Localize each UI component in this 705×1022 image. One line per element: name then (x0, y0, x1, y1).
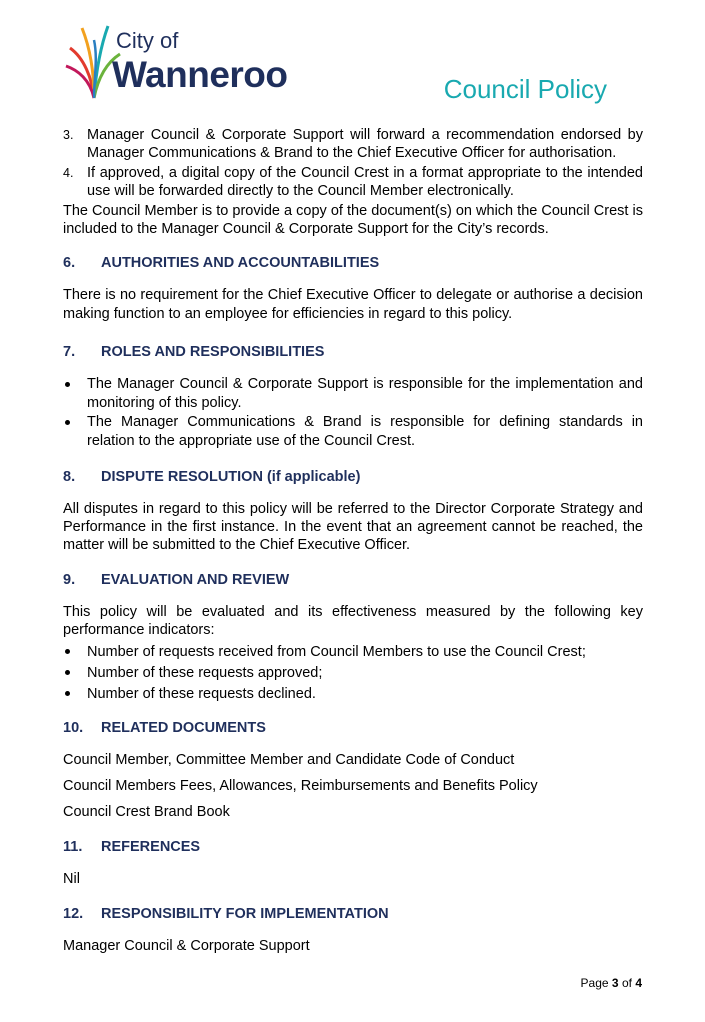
section-11-text: Nil (63, 871, 80, 887)
logo-text-wanneroo: Wanneroo (112, 54, 288, 95)
item-number: 4. (63, 166, 74, 180)
bullet-text: The Manager Communications & Brand is responsible for defining standards in relation to the appropriate use of the Council Crest. (87, 414, 643, 449)
numbered-item (63, 164, 643, 200)
heading-number: 9. (63, 572, 76, 588)
heading-number: 8. (63, 469, 76, 485)
heading-number: 12. (63, 906, 84, 922)
section-6-text: There is no requirement for the Chief Executive Officer to delegate or authorise a decision making function to an employee for efficiencies in regard to this policy. (63, 287, 643, 322)
heading-title: RESPONSIBILITY FOR IMPLEMENTATION (101, 906, 389, 922)
bullet-item (63, 642, 643, 663)
section-heading-11 (63, 838, 643, 856)
heading-title: AUTHORITIES AND ACCOUNTABILITIES (101, 255, 380, 271)
heading-number: 11. (63, 839, 83, 855)
document-type-title: Council Policy (443, 74, 607, 104)
item-text: Manager Council & Corporate Support will forward a recommendation endorsed by Manager Communications & Brand to the Chief Executive Officer for authorisation. (87, 127, 643, 161)
section-12-text: Manager Council & Corporate Support (63, 938, 310, 954)
section-heading-10 (63, 719, 643, 737)
section-9-bullets (63, 642, 643, 705)
bullet-text: Number of requests received from Council Members to use the Council Crest; (87, 644, 586, 660)
item-number: 3. (63, 128, 74, 142)
heading-title: RELATED DOCUMENTS (101, 720, 266, 736)
related-document: Council Members Fees, Allowances, Reimbursements and Benefits Policy (63, 778, 538, 794)
related-document: Council Crest Brand Book (63, 804, 230, 820)
bullet-text: Number of these requests declined. (87, 686, 316, 702)
bullet-item (63, 413, 643, 451)
section-heading-12 (63, 905, 643, 923)
numbered-item (63, 126, 643, 162)
page-number (581, 976, 642, 990)
heading-number: 10. (63, 720, 84, 736)
heading-title: DISPUTE RESOLUTION (if applicable) (101, 469, 361, 485)
city-logo (64, 18, 294, 102)
section-heading-6 (63, 254, 643, 272)
bullet-item (63, 375, 643, 413)
logo-text-city: City of (116, 28, 179, 53)
heading-title: ROLES AND RESPONSIBILITIES (101, 344, 325, 360)
related-document: Council Member, Committee Member and Candidate Code of Conduct (63, 752, 515, 768)
section-heading-9 (63, 571, 643, 589)
heading-number: 7. (63, 344, 76, 360)
bullet-icon (63, 684, 87, 705)
intro-paragraph: The Council Member is to provide a copy of the document(s) on which the Council Crest is included to the Manager Council & Corporate Support for the City’s records. (63, 203, 643, 237)
section-7-bullets (63, 375, 643, 451)
item-text: If approved, a digital copy of the Council Crest in a format appropriate to the intended use will be forwarded directly to the Council Member electronically. (87, 165, 643, 199)
bullet-icon (63, 413, 87, 451)
bullet-item (63, 684, 643, 705)
bullet-text: Number of these requests approved; (87, 665, 323, 681)
section-8-text: All disputes in regard to this policy will be referred to the Director Corporate Strategy and Performance in the first instance. In the event that an agreement cannot be reached, the matter will be submitted to the Chief Executive Officer. (63, 501, 643, 553)
section-heading-7 (63, 343, 643, 361)
bullet-icon (63, 642, 87, 663)
policy-content (63, 126, 643, 955)
heading-number: 6. (63, 255, 76, 271)
bullet-item (63, 663, 643, 684)
section-9-text: This policy will be evaluated and its effectiveness measured by the following key performance indicators: (63, 604, 643, 638)
of-label: of (621, 976, 632, 990)
heading-title: REFERENCES (101, 839, 201, 855)
section-heading-8 (63, 468, 643, 486)
page-label: Page (580, 976, 609, 990)
heading-title: EVALUATION AND REVIEW (101, 572, 290, 588)
total-pages: 4 (635, 976, 642, 990)
bullet-text: The Manager Council & Corporate Support is responsible for the implementation and monitoring of this policy. (87, 376, 643, 411)
bullet-icon (63, 663, 87, 684)
bullet-icon (63, 375, 87, 413)
current-page: 3 (611, 976, 619, 990)
